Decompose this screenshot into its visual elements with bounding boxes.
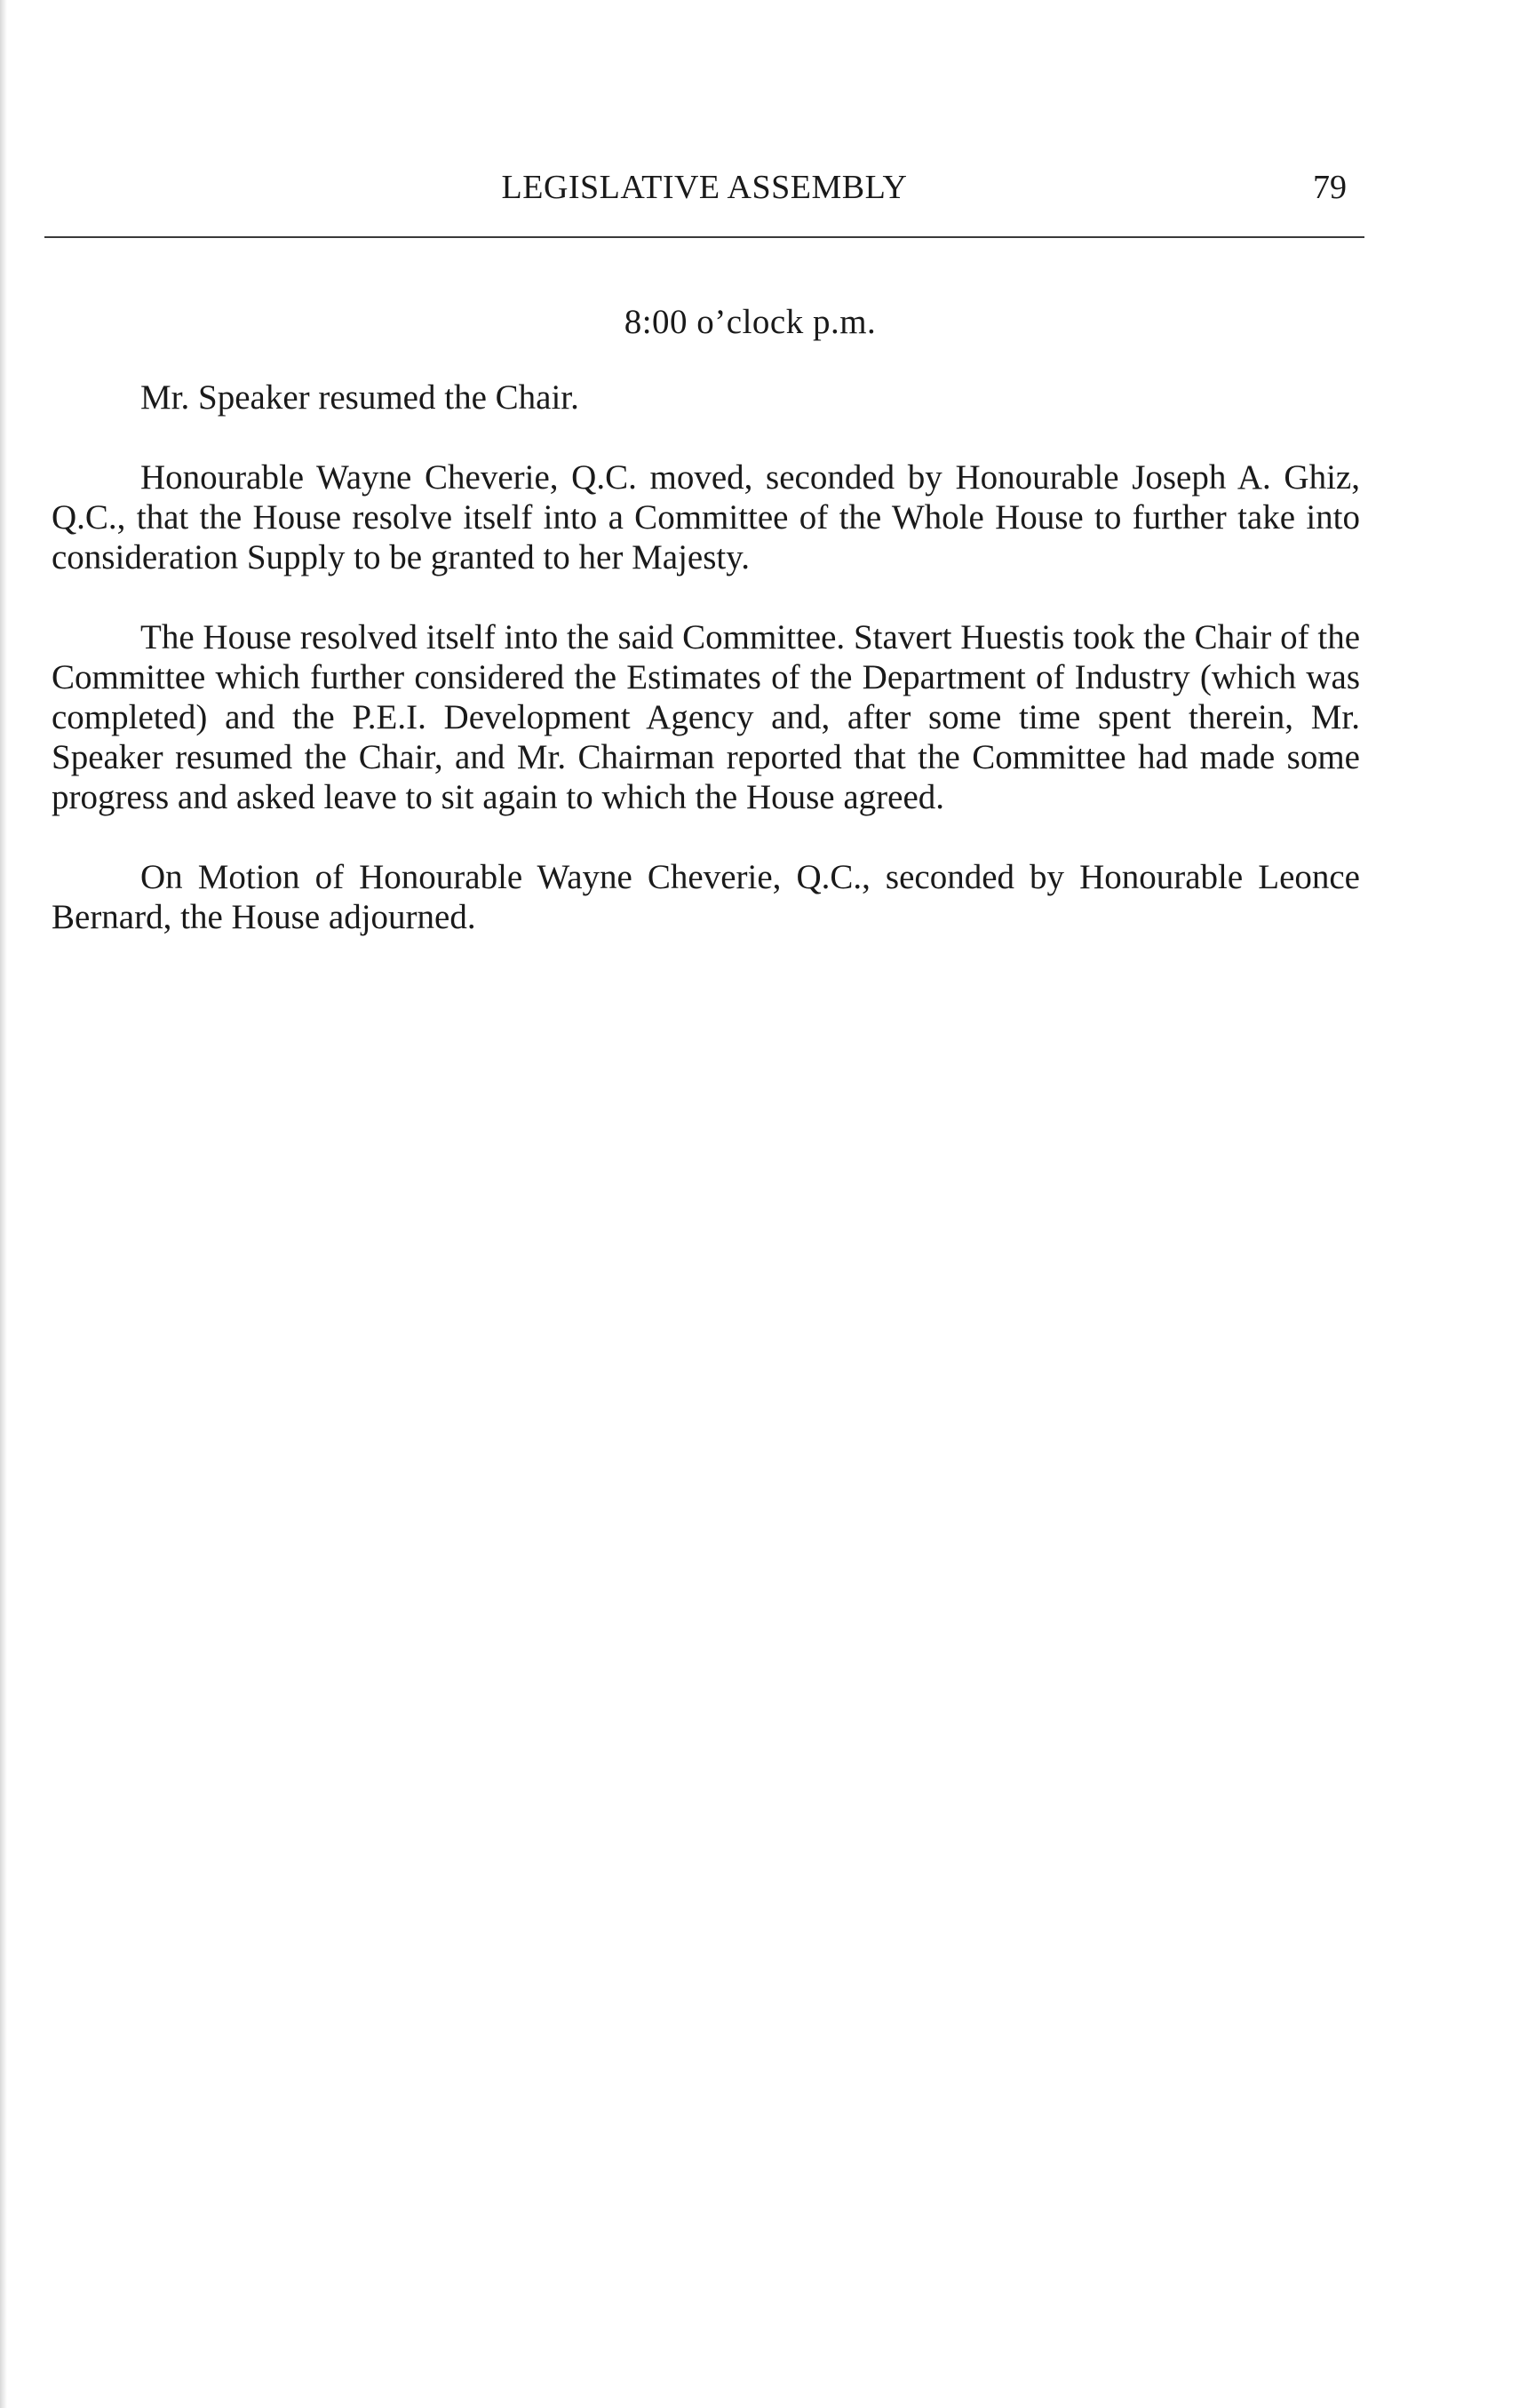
- body-text: [52, 302, 1360, 977]
- paragraph-committee-report: The House resolved itself into the said Committee. Stavert Huestis took the Chair of the Committee which further considered the Estimates of the Department of Industry (which was completed) and the P.E.I. Development Agency and, after some time spent therein, Mr. Speaker resumed the Chair, and Mr. Chairman reported that the Committee had made some progress and asked leave to sit again to which the House agreed.: [52, 618, 1360, 816]
- page-edge-shadow: [0, 0, 7, 2408]
- running-title: LEGISLATIVE ASSEMBLY: [501, 169, 908, 206]
- paragraph-adjournment: On Motion of Honourable Wayne Cheverie, Q.C., seconded by Honourable Leonce Bernard, the House adjourned.: [52, 858, 1360, 936]
- paragraph-motion-committee: Honourable Wayne Cheverie, Q.C. moved, seconded by Honourable Joseph A. Ghiz, Q.C., that the House resolve itself into a Committee of the Whole House to further take into consideration Supply to be granted to her Majesty.: [52, 458, 1360, 576]
- header-rule: [44, 236, 1364, 238]
- time-heading: 8:00 o’clock p.m.: [624, 303, 877, 341]
- running-header: [44, 165, 1364, 210]
- page-number: 79: [1313, 169, 1347, 206]
- paragraph-speaker-resumed: Mr. Speaker resumed the Chair.: [140, 378, 579, 417]
